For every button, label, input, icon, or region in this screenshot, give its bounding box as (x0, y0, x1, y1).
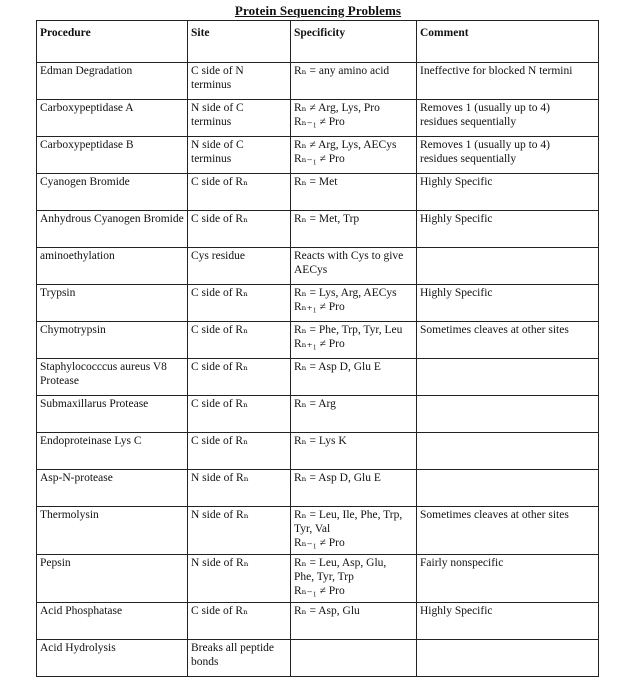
procedure-cell (37, 100, 188, 137)
table-row (37, 248, 599, 285)
header-comment: Comment (417, 21, 599, 63)
site-cell (188, 359, 291, 396)
comment-cell (417, 322, 599, 359)
comment-cell (417, 555, 599, 603)
comment-cell (417, 640, 599, 677)
specificity-text: Rₙ = Asp, Glu (294, 605, 360, 617)
specificity-text: Rₙ = Lys, Arg, AECys (294, 287, 397, 299)
specificity-text: Rₙ₋₁ ≠ Pro (294, 153, 345, 165)
site-text: C side of Rₙ (191, 605, 249, 617)
specificity-text: Rₙ = Asp D, Glu E (294, 472, 381, 484)
site-cell (188, 174, 291, 211)
specificity-text: Rₙ = Lys K (294, 435, 347, 447)
page-title: Protein Sequencing Problems (234, 3, 402, 18)
site-text: N side of Rₙ (191, 509, 249, 521)
comment-text: Highly Specific (420, 287, 493, 299)
procedure-cell (37, 433, 188, 470)
table-row (37, 100, 599, 137)
specificity-text: Rₙ = Met, Trp (294, 213, 360, 225)
comment-cell (417, 211, 599, 248)
specificity-cell (291, 640, 417, 677)
site-text: terminus (191, 116, 232, 128)
comment-text: Sometimes cleaves at other sites (420, 324, 569, 336)
specificity-text: Rₙ₋₁ ≠ Pro (294, 585, 345, 597)
table-row (37, 359, 599, 396)
procedure-cell (37, 396, 188, 433)
comment-cell (417, 137, 599, 174)
table-row (37, 285, 599, 322)
comment-cell (417, 396, 599, 433)
procedure-text: aminoethylation (40, 250, 115, 262)
comment-cell (417, 285, 599, 322)
site-text: C side of Rₙ (191, 435, 249, 447)
table-row (37, 396, 599, 433)
header-site: Site (188, 21, 291, 63)
procedure-cell (37, 470, 188, 507)
header-specificity: Specificity (291, 21, 417, 63)
site-text: C side of Rₙ (191, 213, 249, 225)
procedure-text: Chymotrypsin (40, 324, 106, 336)
table-row (37, 555, 599, 603)
site-cell (188, 211, 291, 248)
specificity-text: Rₙ₋₁ ≠ Pro (294, 537, 345, 549)
table-row (37, 603, 599, 640)
specificity-text: AECys (294, 264, 328, 276)
specificity-cell (291, 174, 417, 211)
procedure-cell (37, 211, 188, 248)
specificity-cell (291, 322, 417, 359)
comment-text: Removes 1 (usually up to 4) (420, 139, 550, 151)
site-cell (188, 603, 291, 640)
site-text: Breaks all peptide (191, 642, 275, 654)
specificity-text: Tyr, Val (294, 523, 331, 535)
site-cell (188, 396, 291, 433)
comment-cell (417, 63, 599, 100)
table-row (37, 211, 599, 248)
comment-cell (417, 100, 599, 137)
procedure-text: Carboxypeptidase A (40, 102, 134, 114)
specificity-text: Rₙ₋₁ ≠ Pro (294, 116, 345, 128)
comment-cell (417, 174, 599, 211)
procedure-cell (37, 285, 188, 322)
procedure-text: Acid Phosphatase (40, 605, 123, 617)
procedure-cell (37, 640, 188, 677)
site-text: C side of Rₙ (191, 324, 249, 336)
site-cell (188, 640, 291, 677)
comment-text: Ineffective for blocked N termini (420, 65, 573, 77)
site-cell (188, 433, 291, 470)
comment-cell (417, 248, 599, 285)
site-text: C side of Rₙ (191, 361, 249, 373)
procedure-text: Acid Hydrolysis (40, 642, 116, 654)
site-cell (188, 555, 291, 603)
specificity-text: Phe, Tyr, Trp (294, 571, 354, 583)
site-text: C side of N (191, 65, 244, 77)
site-text: bonds (191, 656, 219, 668)
table-row (37, 470, 599, 507)
specificity-cell (291, 359, 417, 396)
procedure-text: Staphylococccus aureus V8 Protease (40, 361, 167, 387)
comment-cell (417, 470, 599, 507)
procedure-cell (37, 248, 188, 285)
specificity-cell (291, 470, 417, 507)
table-row (37, 433, 599, 470)
header-row (37, 21, 599, 63)
site-text: N side of C (191, 139, 244, 151)
specificity-cell (291, 285, 417, 322)
specificity-cell (291, 507, 417, 555)
site-text: C side of Rₙ (191, 287, 249, 299)
procedure-text: Cyanogen Bromide (40, 176, 130, 188)
specificity-text: Rₙ ≠ Arg, Lys, Pro (294, 102, 380, 114)
specificity-text: Rₙ = any amino acid (294, 65, 390, 77)
specificity-text: Rₙ = Leu, Asp, Glu, (294, 557, 387, 569)
specificity-text: Rₙ ≠ Arg, Lys, AECys (294, 139, 397, 151)
specificity-text: Rₙ = Asp D, Glu E (294, 361, 381, 373)
table-row (37, 174, 599, 211)
procedure-cell (37, 322, 188, 359)
specificity-text: Rₙ₊₁ ≠ Pro (294, 301, 345, 313)
sequencing-table (36, 20, 599, 677)
specificity-text: Rₙ₊₁ ≠ Pro (294, 338, 345, 350)
table-row (37, 137, 599, 174)
site-text: N side of Rₙ (191, 557, 249, 569)
comment-cell (417, 359, 599, 396)
comment-text: Removes 1 (usually up to 4) (420, 102, 550, 114)
specificity-cell (291, 137, 417, 174)
specificity-cell (291, 396, 417, 433)
comment-text: Sometimes cleaves at other sites (420, 509, 569, 521)
specificity-cell (291, 211, 417, 248)
specificity-cell (291, 603, 417, 640)
procedure-cell (37, 174, 188, 211)
site-text: N side of Rₙ (191, 472, 249, 484)
site-text: C side of Rₙ (191, 176, 249, 188)
procedure-text: Endoproteinase Lys C (40, 435, 142, 447)
procedure-cell (37, 507, 188, 555)
specificity-text: Reacts with Cys to give (294, 250, 404, 262)
comment-text: Highly Specific (420, 176, 493, 188)
procedure-cell (37, 555, 188, 603)
site-cell (188, 63, 291, 100)
specificity-text: Rₙ = Met (294, 176, 338, 188)
procedure-text: Asp-N-protease (40, 472, 113, 484)
comment-text: residues sequentially (420, 153, 517, 165)
site-cell (188, 100, 291, 137)
specificity-text: Rₙ = Leu, Ile, Phe, Trp, (294, 509, 403, 521)
comment-text: Highly Specific (420, 213, 493, 225)
procedure-text: Carboxypeptidase B (40, 139, 134, 151)
site-text: terminus (191, 79, 232, 91)
site-text: Cys residue (191, 250, 245, 262)
comment-text: residues sequentially (420, 116, 517, 128)
specificity-cell (291, 248, 417, 285)
site-text: N side of C (191, 102, 244, 114)
comment-cell (417, 603, 599, 640)
site-cell (188, 248, 291, 285)
specificity-cell (291, 555, 417, 603)
procedure-text: Edman Degradation (40, 65, 133, 77)
specificity-text: Rₙ = Phe, Trp, Tyr, Leu (294, 324, 403, 336)
site-cell (188, 470, 291, 507)
table-row (37, 507, 599, 555)
site-text: C side of Rₙ (191, 398, 249, 410)
site-cell (188, 322, 291, 359)
procedure-text: Anhydrous Cyanogen Bromide (40, 213, 184, 225)
table-row (37, 640, 599, 677)
specificity-cell (291, 433, 417, 470)
specificity-cell (291, 63, 417, 100)
table-row (37, 322, 599, 359)
procedure-cell (37, 603, 188, 640)
specificity-cell (291, 100, 417, 137)
site-cell (188, 137, 291, 174)
procedure-text: Trypsin (40, 287, 76, 299)
comment-cell (417, 507, 599, 555)
comment-cell (417, 433, 599, 470)
procedure-cell (37, 63, 188, 100)
procedure-cell (37, 359, 188, 396)
header-procedure: Procedure (37, 21, 188, 63)
site-text: terminus (191, 153, 232, 165)
comment-text: Fairly nonspecific (420, 557, 504, 569)
procedure-text: Pepsin (40, 557, 71, 569)
table-body (37, 63, 599, 677)
table-row (37, 63, 599, 100)
procedure-text: Thermolysin (40, 509, 99, 521)
comment-text: Highly Specific (420, 605, 493, 617)
specificity-text: Rₙ = Arg (294, 398, 336, 410)
procedure-cell (37, 137, 188, 174)
site-cell (188, 285, 291, 322)
site-cell (188, 507, 291, 555)
procedure-text: Submaxillarus Protease (40, 398, 149, 410)
